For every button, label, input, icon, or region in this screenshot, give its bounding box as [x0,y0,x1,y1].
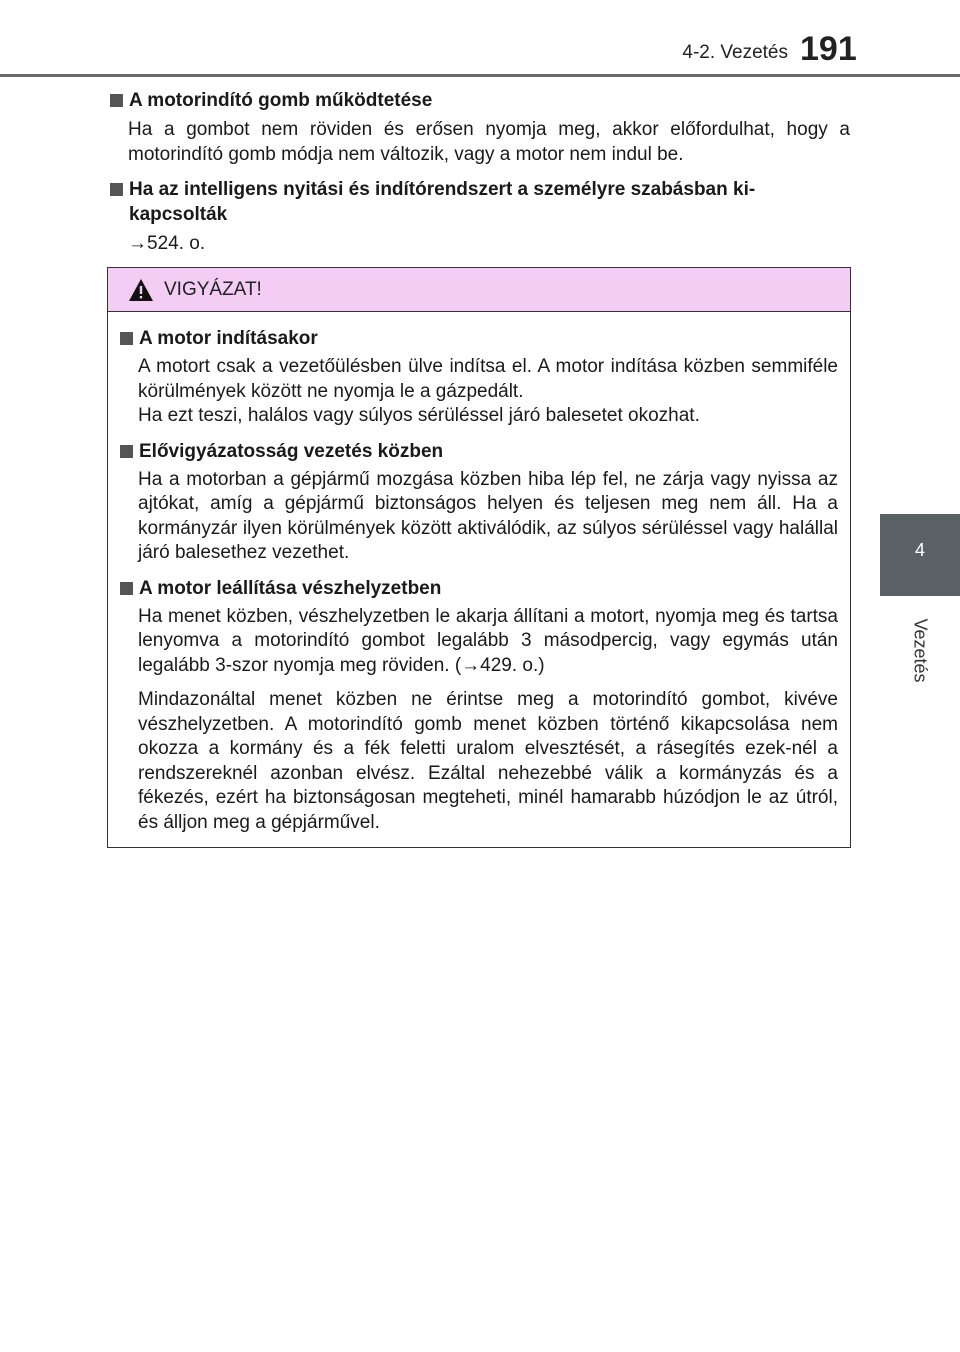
page-reference-link[interactable]: →524. o. [128,233,206,254]
square-bullet-icon [110,183,123,196]
chapter-tab-label: Vezetés [910,618,931,683]
section-engine-switch [110,88,850,167]
warning-paragraph: Ha ezt teszi, halálos vagy súlyos sérüléssel járó balesetet okozhat. [138,405,700,426]
section-heading-text: A motorindító gomb működtetése [129,90,433,111]
section-heading-text: Ha az intelligens nyitási és indítórendszert a személyre szabásban ki-kapcsolták [129,179,756,225]
warning-item-heading [120,326,838,351]
warning-body [108,312,850,835]
warning-item-starting [120,326,838,429]
header-divider [0,74,960,77]
warning-paragraph: A motort csak a vezetőülésben ülve indítsa el. A motor indítása közben semmiféle körülmények között ne nyomja le a gázpedált. [138,356,838,402]
warning-paragraph: Mindazonáltal menet közben ne érintse meg a motorindító gombot, kivéve vészhelyzetben. A motorindító gomb menet közben történő kikapcsolása nem okozza a kormány és a fék feletti uralom elvesztését, a rásegítés ezek-nél a rendszereknél azonban elvész. Ezáltal nehezebbé válik a kormányzás és a fékezés, ezért ha biztonságosan megteheti, minél hamarabb húzódjon le az útról, és álljon meg a gépjárművel. [138,689,838,833]
chapter-tab-number: 4 [914,540,925,560]
section-paragraph: Ha a gombot nem röviden és erősen nyomja meg, akkor előfordulhat, hogy a motorindító gomb módja nem változik, vagy a motor nem indul be. [128,119,850,165]
square-bullet-icon [110,94,123,107]
warning-item-heading-text: Elővigyázatosság vezetés közben [139,440,444,462]
section-smart-key-disabled [110,177,850,256]
section-heading [110,88,850,113]
warning-triangle-icon [128,278,154,302]
warning-paragraph: Ha a motorban a gépjármű mozgása közben hiba lép fel, ne zárja vagy nyissa az ajtókat, amíg a gépjármű biztonságos helyen és teljesen meg nem áll. Ha a kormányzár ilyen körülmények között aktiválódik, az súlyos sérüléssel vagy halállal járó balesethez vezethet. [138,468,838,563]
warning-item-heading-text: A motor leállítása vészhelyzetben [139,577,442,599]
warning-paragraph: Ha menet közben, vészhelyzetben le akarja állítani a motort, nyomja meg és tartsa lenyomva a motorindító gombot legalább 3 másodpercig, vagy egymás után legalább 3-szor nyomja meg röviden. (→429. o.) [138,605,838,676]
warning-item-driving [120,439,838,566]
square-bullet-icon [120,445,133,458]
warning-box [107,267,851,848]
warning-header [108,268,850,312]
square-bullet-icon [120,332,133,345]
warning-title: VIGYÁZAT! [164,278,262,300]
header-section-title: 4-2. Vezetés [682,42,788,63]
main-content [110,88,850,266]
warning-item-emergency-stop [120,576,838,836]
warning-item-heading [120,439,838,464]
square-bullet-icon [120,582,133,595]
page-number: 191 [800,30,857,68]
warning-item-heading [120,576,838,601]
section-heading [110,177,850,227]
warning-item-heading-text: A motor indításakor [139,328,318,349]
